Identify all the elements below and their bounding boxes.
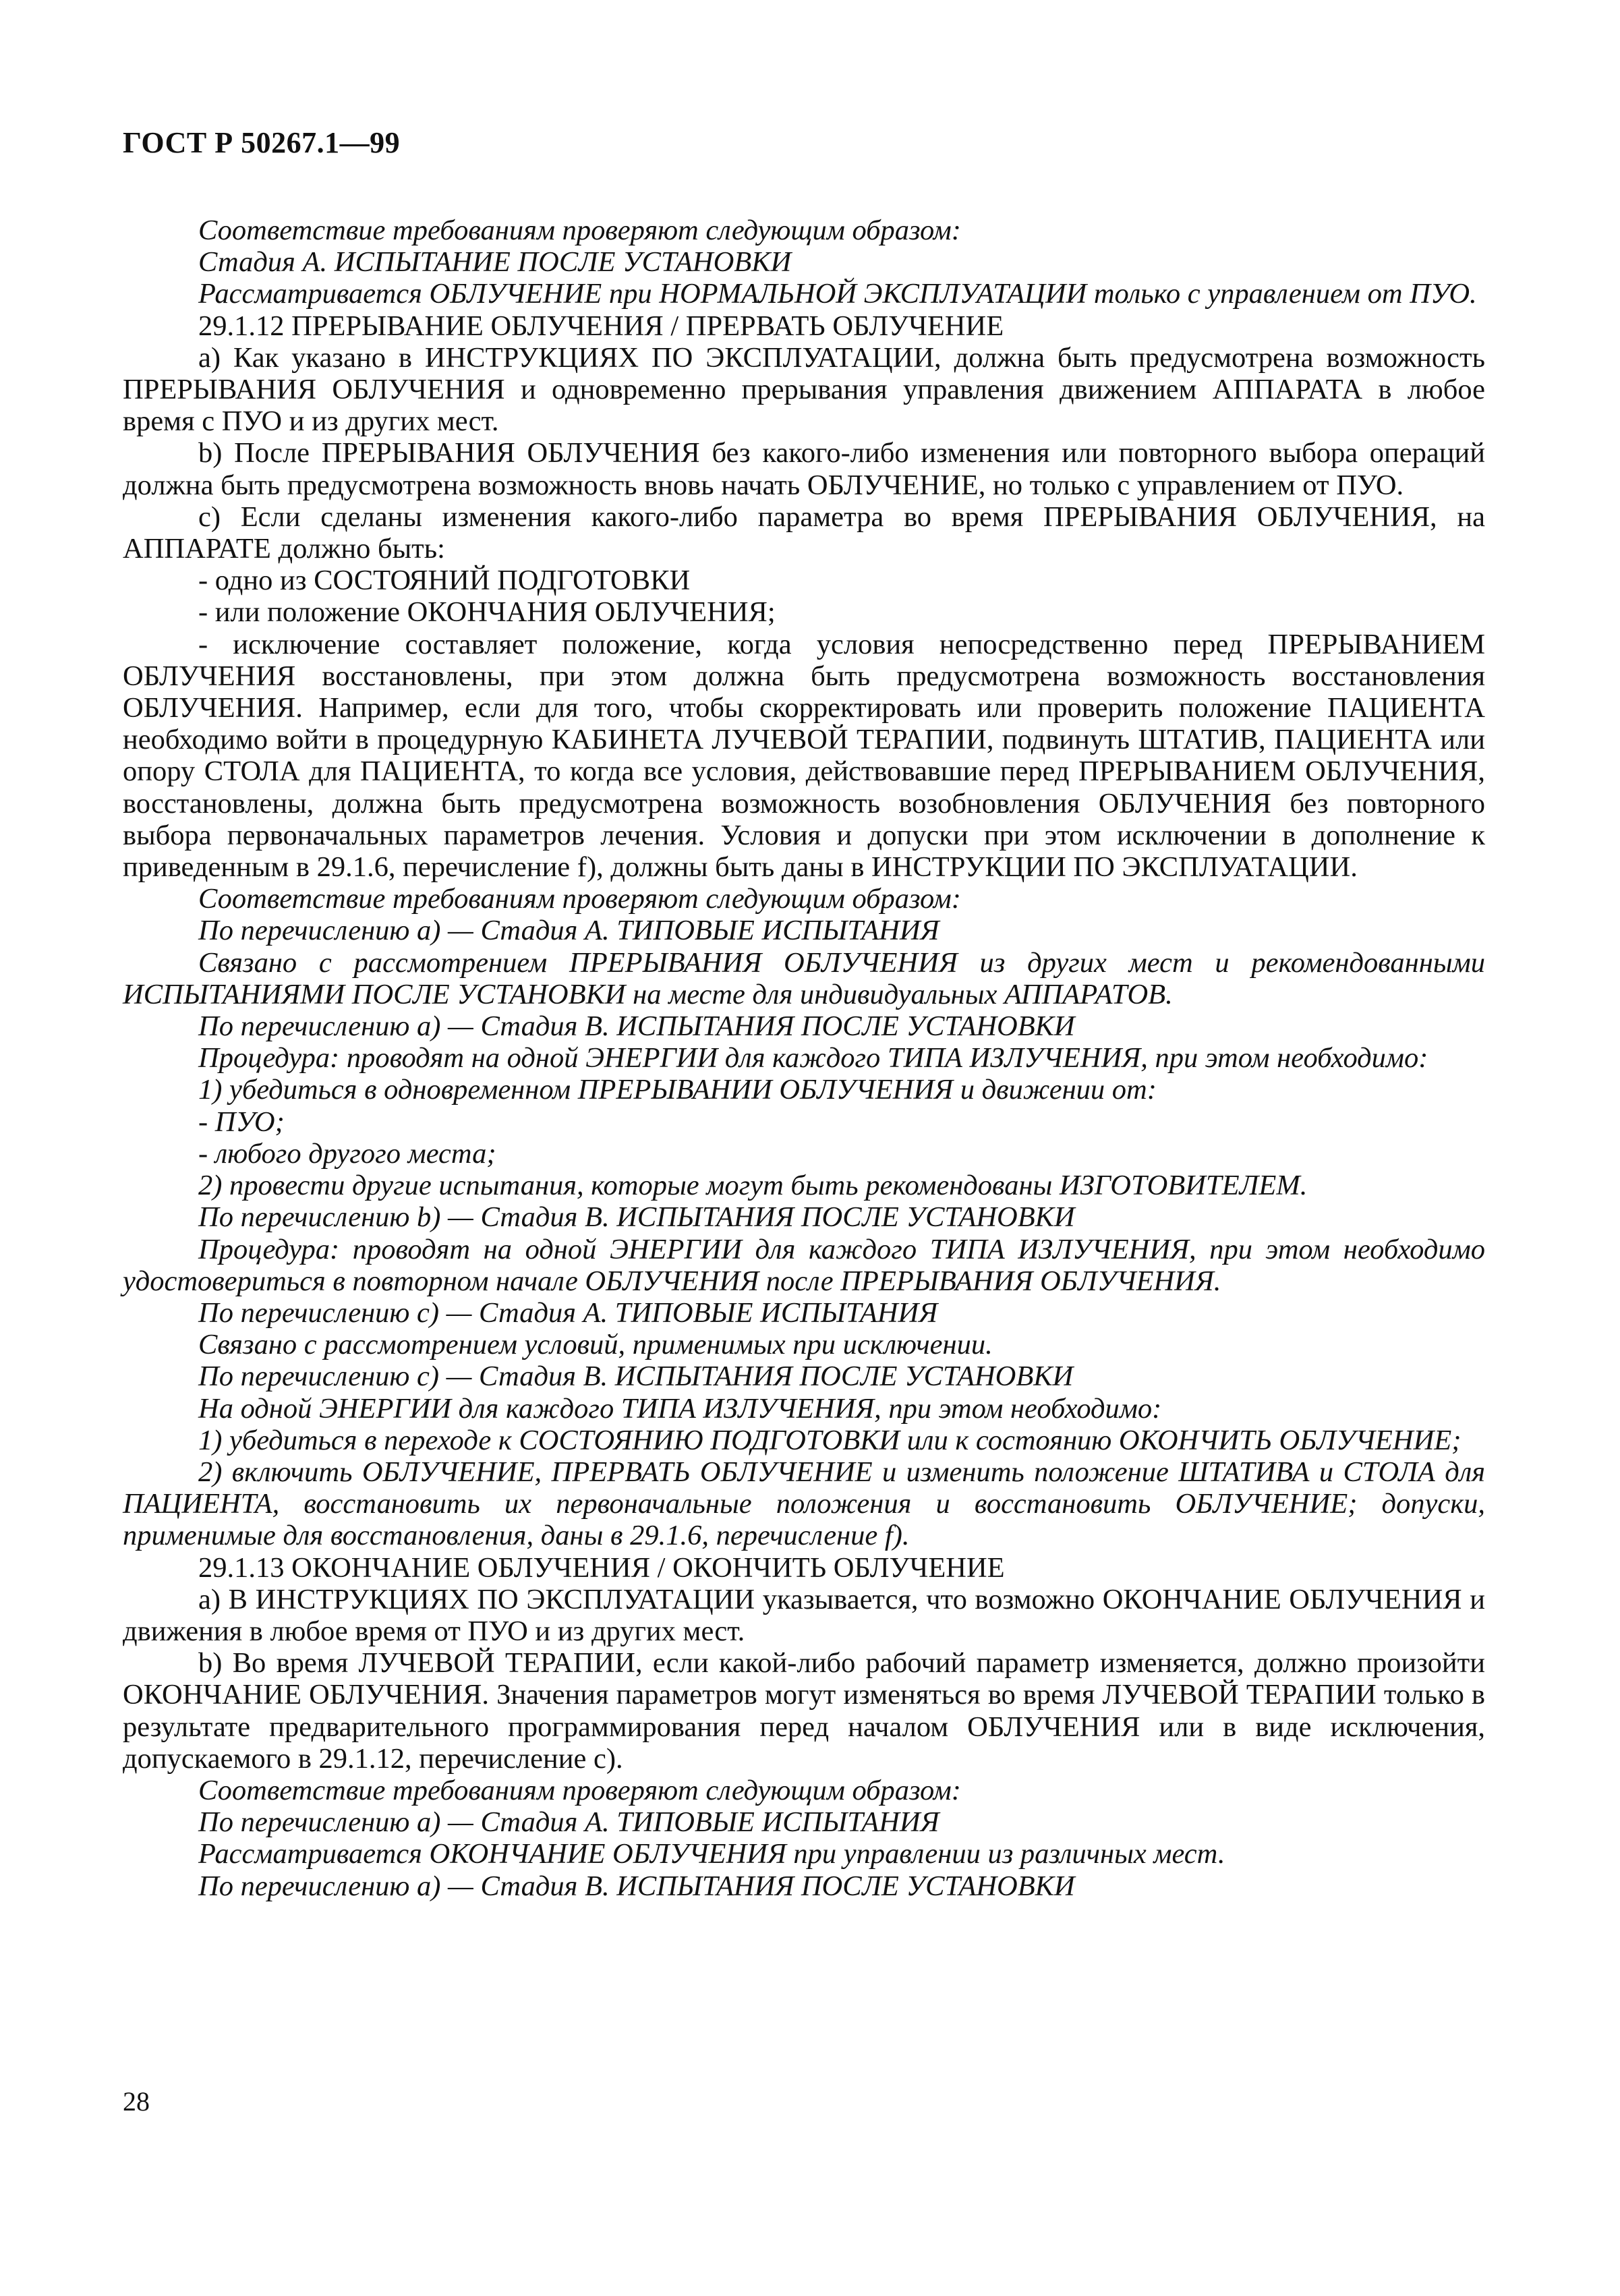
- paragraph: На одной ЭНЕРГИИ для каждого ТИПА ИЗЛУЧЕНИЯ, при этом необходимо:: [198, 1392, 1162, 1425]
- paragraph: По перечислению а) — Стадия В. ИСПЫТАНИЯ ПОСЛЕ УСТАНОВКИ: [198, 1010, 1075, 1043]
- paragraph: b) После ПРЕРЫВАНИЯ ОБЛУЧЕНИЯ без какого-либо изменения или повторного выбора операций должна быть предусмотрена возможность вновь начать ОБЛУЧЕНИЕ, но только с управлением от ПУО.: [123, 437, 1485, 501]
- paragraph: с) Если сделаны изменения какого-либо параметра во время ПРЕРЫВАНИЯ ОБЛУЧЕНИЯ, на АППАРАТЕ должно быть:: [123, 500, 1485, 565]
- paragraph: По перечислению а) — Стадия А. ТИПОВЫЕ ИСПЫТАНИЯ: [198, 915, 939, 947]
- document-body: [123, 214, 1485, 1902]
- paragraph: По перечислению а) — Стадия А. ТИПОВЫЕ ИСПЫТАНИЯ: [198, 1806, 939, 1839]
- paragraph: 2) провести другие испытания, которые могут быть рекомендованы ИЗГОТОВИТЕЛЕМ.: [198, 1170, 1308, 1202]
- paragraph: По перечислению а) — Стадия В. ИСПЫТАНИЯ ПОСЛЕ УСТАНОВКИ: [198, 1870, 1075, 1902]
- paragraph: По перечислению с) — Стадия А. ТИПОВЫЕ ИСПЫТАНИЯ: [198, 1296, 938, 1329]
- paragraph: Рассматривается ОБЛУЧЕНИЕ при НОРМАЛЬНОЙ ЭКСПЛУАТАЦИИ только с управлением от ПУО.: [198, 278, 1477, 310]
- paragraph: Рассматривается ОКОНЧАНИЕ ОБЛУЧЕНИЯ при управлении из различных мест.: [198, 1838, 1225, 1870]
- document-header: ГОСТ Р 50267.1—99: [123, 126, 401, 159]
- paragraph: 2) включить ОБЛУЧЕНИЕ, ПРЕРВАТЬ ОБЛУЧЕНИЕ и изменить положение ШТАТИВА и СТОЛА для ПАЦИЕНТА, восстановить их первоначальные положения и восстановить ОБЛУЧЕНИЕ; допуски, применимые для восстановления, даны в 29.1.6, перечисление f).: [123, 1456, 1485, 1552]
- paragraph: 29.1.13 ОКОНЧАНИЕ ОБЛУЧЕНИЯ / ОКОНЧИТЬ ОБЛУЧЕНИЕ: [198, 1551, 1005, 1584]
- paragraph: Процедура: проводят на одной ЭНЕРГИИ для каждого ТИПА ИЗЛУЧЕНИЯ, при этом необходимо удостовериться в повторном начале ОБЛУЧЕНИЯ после ПРЕРЫВАНИЯ ОБЛУЧЕНИЯ.: [123, 1233, 1485, 1297]
- paragraph: а) В ИНСТРУКЦИЯХ ПО ЭКСПЛУАТАЦИИ указывается, что возможно ОКОНЧАНИЕ ОБЛУЧЕНИЯ и движения в любое время от ПУО и из других мест.: [123, 1583, 1485, 1647]
- paragraph: - или положение ОКОНЧАНИЯ ОБЛУЧЕНИЯ;: [198, 596, 776, 629]
- paragraph: Стадия А. ИСПЫТАНИЕ ПОСЛЕ УСТАНОВКИ: [198, 246, 792, 279]
- paragraph: Соответствие требованиям проверяют следующим образом:: [198, 1774, 961, 1806]
- paragraph: По перечислению b) — Стадия В. ИСПЫТАНИЯ ПОСЛЕ УСТАНОВКИ: [198, 1201, 1075, 1234]
- paragraph: 1) убедиться в одновременном ПРЕРЫВАНИИ ОБЛУЧЕНИЯ и движении от:: [198, 1074, 1157, 1106]
- paragraph: Процедура: проводят на одной ЭНЕРГИИ для каждого ТИПА ИЗЛУЧЕНИЯ, при этом необходимо:: [198, 1042, 1428, 1074]
- paragraph: Соответствие требованиям проверяют следующим образом:: [198, 214, 961, 246]
- paragraph: b) Во время ЛУЧЕВОЙ ТЕРАПИИ, если какой-либо рабочий параметр изменяется, должно произойти ОКОНЧАНИЕ ОБЛУЧЕНИЯ. Значения параметров могут изменяться во время ЛУЧЕВОЙ ТЕРАПИИ только в результате предварительного программирования перед началом ОБЛУЧЕНИЯ или в виде исключения, допускаемого в 29.1.12, перечисление с).: [123, 1647, 1485, 1775]
- paragraph: а) Как указано в ИНСТРУКЦИЯХ ПО ЭКСПЛУАТАЦИИ, должна быть предусмотрена возможность ПРЕРЫВАНИЯ ОБЛУЧЕНИЯ и одновременно прерывания управления движением АППАРАТА в любое время с ПУО и из других мест.: [123, 341, 1485, 438]
- paragraph: Соответствие требованиям проверяют следующим образом:: [198, 883, 961, 915]
- paragraph: 1) убедиться в переходе к СОСТОЯНИЮ ПОДГОТОВКИ или к состоянию ОКОНЧИТЬ ОБЛУЧЕНИЕ;: [198, 1424, 1462, 1456]
- paragraph: - одно из СОСТОЯНИЙ ПОДГОТОВКИ: [198, 565, 691, 597]
- paragraph: - любого другого места;: [198, 1137, 496, 1170]
- page-number: 28: [123, 2086, 150, 2117]
- paragraph: 29.1.12 ПРЕРЫВАНИЕ ОБЛУЧЕНИЯ / ПРЕРВАТЬ ОБЛУЧЕНИЕ: [198, 310, 1004, 342]
- paragraph: Связано с рассмотрением условий, применимых при исключении.: [198, 1329, 993, 1361]
- paragraph: Связано с рассмотрением ПРЕРЫВАНИЯ ОБЛУЧЕНИЯ из других мест и рекомендованными ИСПЫТАНИЯМИ ПОСЛЕ УСТАНОВКИ на месте для индивидуальных АППАРАТОВ.: [123, 946, 1485, 1010]
- paragraph: - исключение составляет положение, когда условия непосредственно перед ПРЕРЫВАНИЕМ ОБЛУЧЕНИЯ восстановлены, при этом должна быть предусмотрена возможность восстановления ОБЛУЧЕНИЯ. Например, если для того, чтобы скорректировать или проверить положение ПАЦИЕНТА необходимо войти в процедурную КАБИНЕТА ЛУЧЕВОЙ ТЕРАПИИ, подвинуть ШТАТИВ, ПАЦИЕНТА или опору СТОЛА для ПАЦИЕНТА, то когда все условия, действовавшие перед ПРЕРЫВАНИЕМ ОБЛУЧЕНИЯ, восстановлены, должна быть предусмотрена возможность возобновления ОБЛУЧЕНИЯ без повторного выбора первоначальных параметров лечения. Условия и допуски при этом исключении в дополнение к приведенным в 29.1.6, перечисление f), должны быть даны в ИНСТРУКЦИИ ПО ЭКСПЛУАТАЦИИ.: [123, 628, 1485, 884]
- paragraph: - ПУО;: [198, 1106, 285, 1138]
- paragraph: По перечислению с) — Стадия В. ИСПЫТАНИЯ ПОСЛЕ УСТАНОВКИ: [198, 1360, 1074, 1393]
